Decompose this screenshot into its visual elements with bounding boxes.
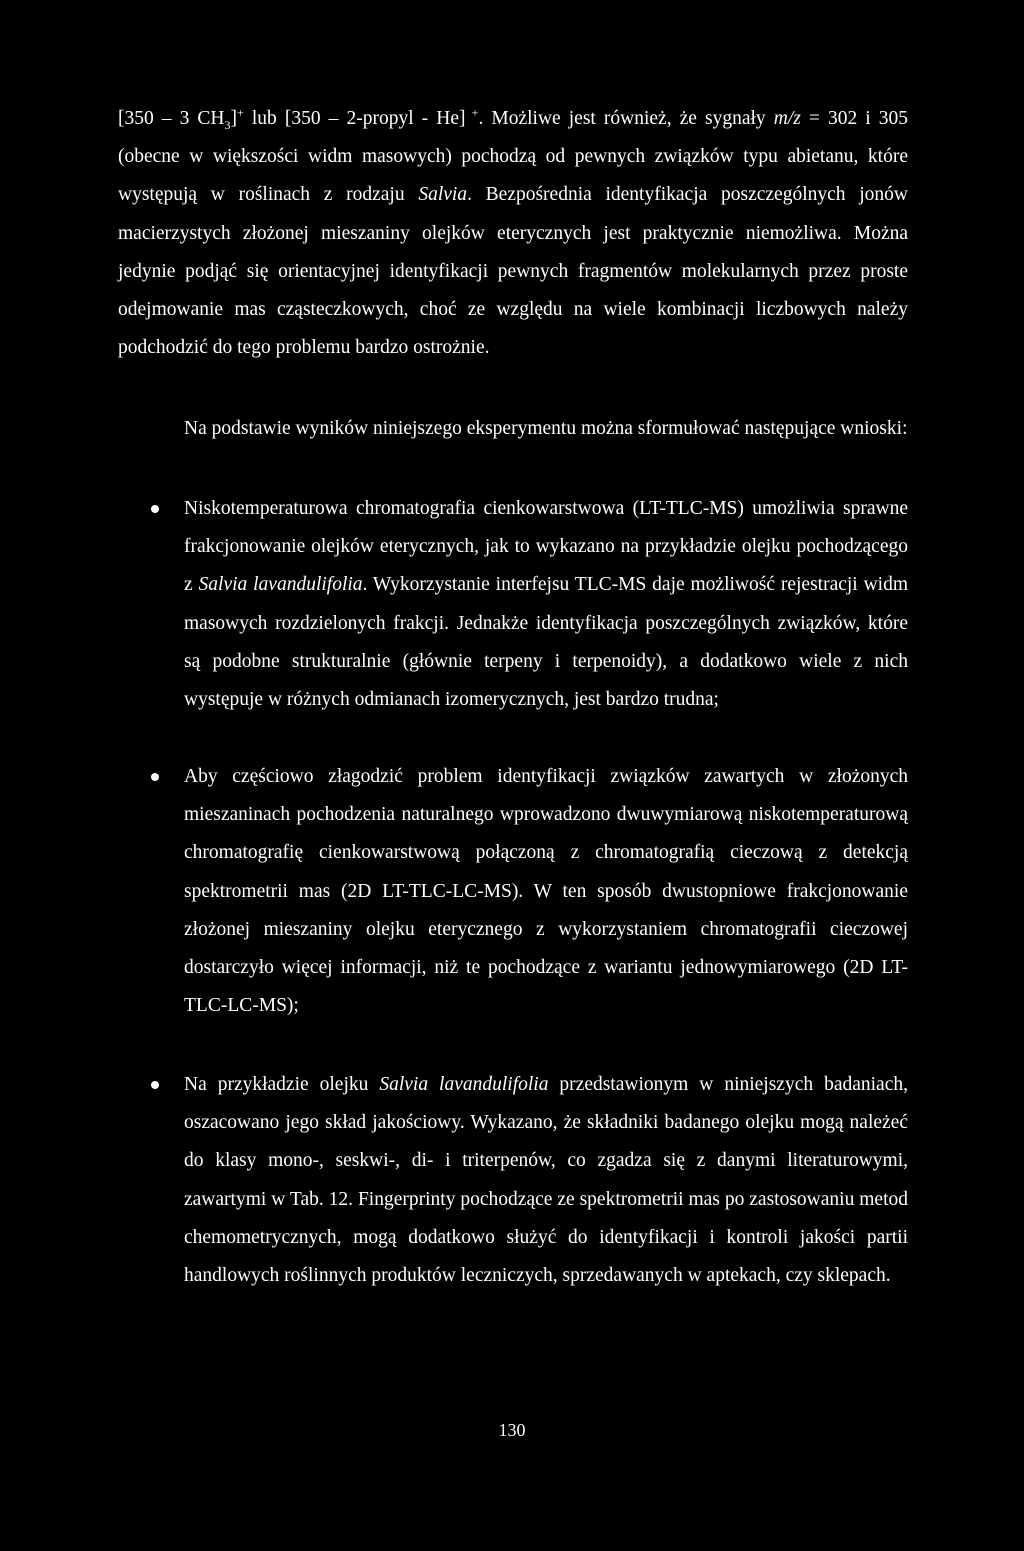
bullet-icon (151, 505, 159, 513)
superscript: + (465, 105, 479, 120)
list-item-text (184, 1066, 908, 1295)
paragraph-text: lub [350 – 2-propyl - He] (243, 108, 466, 129)
superscript: + (237, 105, 244, 120)
paragraph-text: . Bezpośrednia identyfikacja poszczególnych jonów macierzystych złożonej mieszaniny olejków eterycznych jest praktycznie niemożliwa. Można jedynie podjąć się orientacyjnej identyfikacji pewnych fragmentów molekularnych przez proste odejmowanie mas cząsteczkowych, choć ze względu na wiele kombinacji liczbowych należy podchodzić do tego problemu bardzo ostrożnie. (118, 184, 908, 359)
paragraph-text: = 302 i 305 (obecne w większości widm masowych) pochodzą od pewnych związków typu abietanu, które występują w roślinach z rodzaju (118, 108, 909, 206)
paragraph-text: Na podstawie wyników niniejszego eksperymentu można sformułować następujące wnioski: (184, 418, 908, 439)
italic-term: m/z (773, 108, 801, 129)
list-item-text-segment: Aby częściowo złagodzić problem identyfikacji związków zawartych w złożonych mieszaninach pochodzenia naturalnego wprowadzono dwuwymiarową niskotemperaturową chromatografię cienkowarstwową połączoną z chromatografią cieczową z detekcją spektrometrii mas (2D LT-TLC-LC-MS). W ten sposób dwustopniowe frakcjonowanie złożonej mieszaniny olejku eterycznego z wykorzystaniem chromatografii cieczowej dostarczyło więcej informacji, niż te pochodzące z wariantu jednowymiarowego (2D LT-TLC-LC-MS); (184, 766, 908, 1017)
paragraph-text: . Możliwe jest również, że sygnały (478, 108, 774, 129)
list-item-text-segment: Niskotemperaturowa chromatografia cienkowarstwowa (LT-TLC-MS) umożliwia sprawne frakcjonowanie olejków eterycznych, jak to wykazano na przykładzie olejku pochodzącego z (184, 498, 908, 596)
bullet-icon (151, 773, 159, 781)
paragraph-text: ] (230, 108, 238, 129)
subscript: 3 (224, 117, 231, 132)
paragraph-mass-spectra-analysis (118, 100, 908, 367)
list-item-text-segment: przedstawionym w niniejszych badaniach, oszacowano jego skład jakościowy. Wykazano, że składniki badanego olejku mogą należeć do klasy mono-, seskwi-, di- i triterpenów, co zgadza się z danymi literaturowymi, zawartymi w Tab. 12. Fingerprinty pochodzące ze spektrometrii mas po zastosowaniu metod chemometrycznych, mogą dodatkowo służyć do identyfikacji i kontroli jakości partii handlowych roślinnych produktów leczniczych, sprzedawanych w aptekach, czy sklepach. (184, 1074, 908, 1287)
list-item-text-segment: . Wykorzystanie interfejsu TLC-MS daje możliwość rejestracji widm masowych rozdzielonych frakcji. Jednakże identyfikacja poszczególnych związków, które są podobne strukturalnie (głównie terpeny i terpenoidy), a dodatkowo wiele z nich występuje w różnych odmianach izomerycznych, jest bardzo trudna; (184, 574, 909, 711)
italic-species: Salvia lavandulifolia (198, 574, 363, 596)
bullet-icon (151, 1081, 159, 1089)
page-number: 130 (498, 1420, 526, 1440)
italic-species: Salvia lavandulifolia (379, 1074, 549, 1095)
paragraph-text: [350 – 3 CH (118, 108, 225, 129)
list-item-text-segment: Na przykładzie olejku (184, 1074, 380, 1095)
list-item-text (184, 758, 908, 1025)
italic-genus: Salvia (418, 184, 468, 206)
paragraph-conclusions-intro (118, 410, 908, 448)
list-item-text (184, 490, 908, 719)
